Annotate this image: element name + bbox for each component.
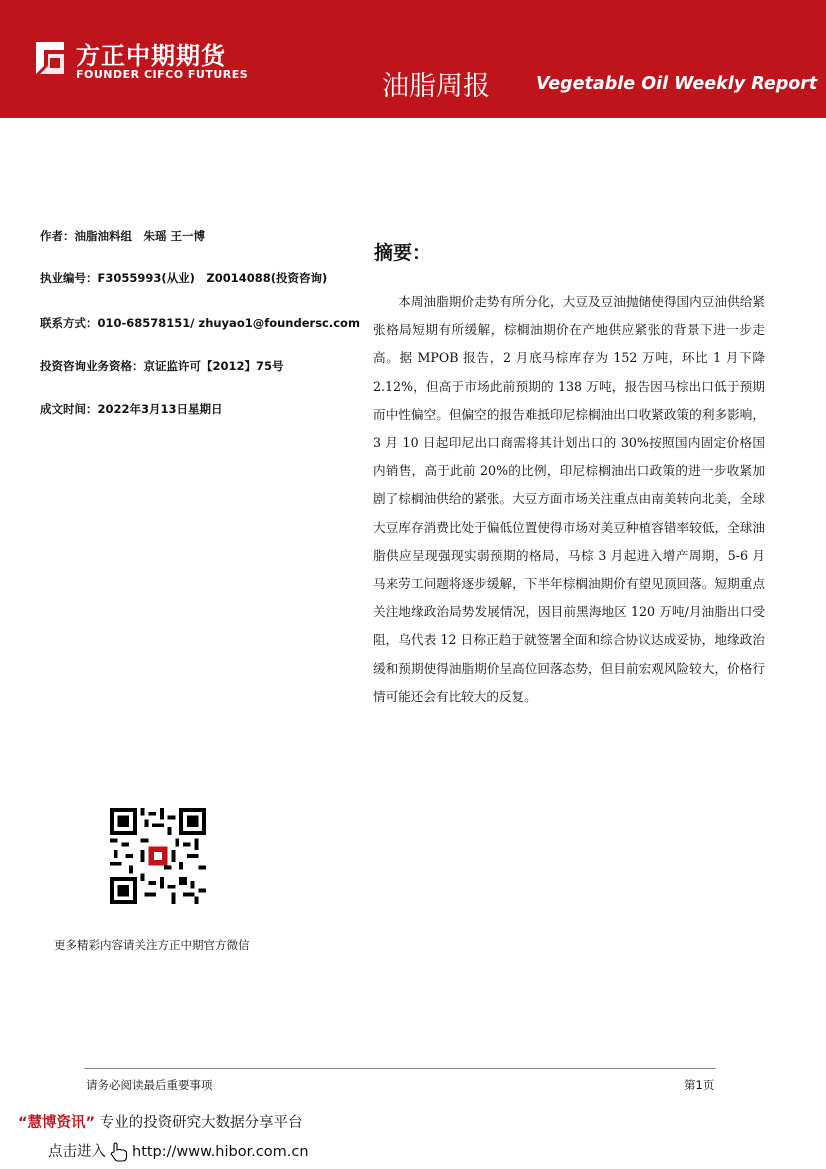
footer-disclaimer-note: 请务必阅读最后重要事项 (86, 1078, 213, 1092)
qr-code-icon (110, 808, 206, 904)
report-title-cn: 油脂周报 (382, 71, 490, 102)
promo-brand: 慧博资讯 (27, 1115, 86, 1131)
company-name-cn: 方正中期期货 (76, 42, 226, 70)
report-title-en: Vegetable Oil Weekly Report (536, 74, 818, 94)
promo-link-line[interactable] (48, 1140, 309, 1163)
promo-quote-open: “ (18, 1115, 28, 1131)
qr-caption: 更多精彩内容请关注方正中期官方微信 (54, 938, 250, 952)
promo-quote-close: ” (85, 1115, 96, 1131)
contact-line: 联系方式：010-68578151/ zhuyao1@foundersc.com (40, 316, 360, 330)
company-name-en: FOUNDER CIFCO FUTURES (76, 68, 249, 81)
page-number: 第1页 (684, 1078, 715, 1092)
pointing-hand-icon (108, 1141, 130, 1163)
author-line: 作者：油脂油料组 朱瑶 王一博 (40, 229, 206, 243)
founder-logo-icon (28, 38, 68, 78)
date-line: 成文时间：2022年3月13日星期日 (40, 402, 223, 416)
report-header-band (0, 0, 826, 118)
footer-divider (84, 1068, 716, 1069)
promo-click-label: 点击进入 (48, 1144, 106, 1160)
abstract-body: 本周油脂期价走势有所分化，大豆及豆油抛储使得国内豆油供给紧张格局短期有所缓解，棕榈油期价在产地供应紧张的背景下进一步走高。据 MPOB 报告，2 月底马棕库存为 152 万吨，环比 1 月下降 2.12%，但高于市场此前预期的 138 万吨，报告因马棕出口低于预期而中性偏空。但偏空的报告难抵印尼棕榈油出口收紧政策的利多影响，3 月 10 日起印尼出口商需将其计划出口的 30%按照国内固定价格国内销售，高于此前 20%的比例，印尼棕榈油出口政策的进一步收紧加剧了棕榈油供给的紧张。大豆方面市场关注重点由南美转向北美，全球大豆库存消费比处于偏低位置使得市场对美豆种植容错率较低，全球油脂供应呈现强现实弱预期的格局，马棕 3 月起进入增产周期，5-6 月马来劳工问题将逐步缓解，下半年棕榈油期价有望见顶回落。短期重点关注地缘政治局势发展情况，因目前黑海地区 120 万吨/月油脂出口受阻，乌代表 12 日称正趋于就签署全面和综合协议达成妥协，地缘政治缓和预期使得油脂期价呈高位回落态势，但目前宏观风险较大，价格行情可能还会有比较大的反复。 (373, 294, 765, 704)
promo-tagline: 专业的投资研究大数据分享平台 (99, 1115, 303, 1131)
license-line: 执业编号：F3055993(从业) Z0014088(投资咨询) (40, 271, 328, 285)
qualification-line: 投资咨询业务资格：京证监许可【2012】75号 (40, 359, 284, 373)
promo-url-link[interactable]: http://www.hibor.com.cn (132, 1144, 309, 1160)
promo-banner (18, 1111, 303, 1132)
abstract-title: 摘要： (374, 242, 432, 264)
